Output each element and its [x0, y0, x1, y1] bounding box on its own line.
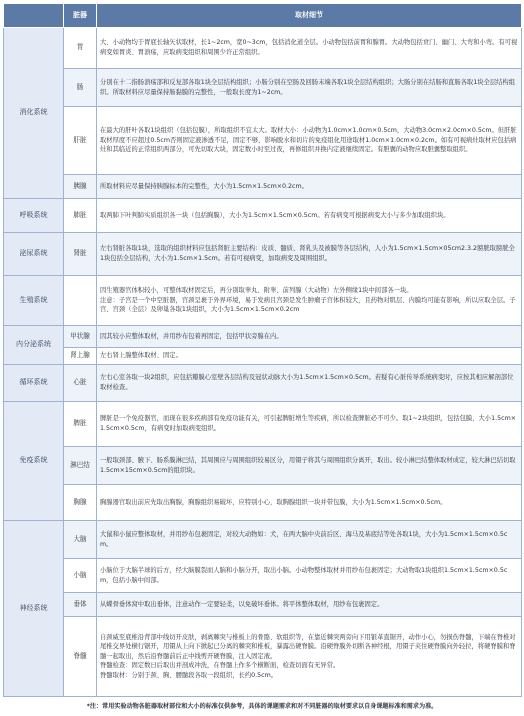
detail-cell: 脾脏是一个免疫器官，而现在很多疾病部有免疫功能有关，可引起脾脏增生等疾病，所以检查脾脏必不可少。取1~2块组织，包括包膜，大小1.5cm×1.5cm×0.5cm，有病变时加取病变组织。 — [97, 402, 522, 447]
organ-cell: 甲状腺 — [64, 326, 97, 348]
system-cell: 泌尿系统 — [4, 233, 64, 276]
table-row — [4, 521, 522, 559]
table-row — [4, 28, 522, 69]
organ-cell: 脾脏 — [64, 402, 97, 447]
organ-cell — [64, 276, 97, 326]
table-row — [4, 365, 522, 402]
detail-cell: 在最大的肝叶各取1块组织（包括包膜），所取组织不宜太大。取材大小：小动物为1.0cm×1.0cm×0.5cm，大动物3.0cm×2.0cm×0.5cm。但肝脏取材厚度不应超过0.5cm否则固定液渗透不足，固定不够，影响脱水和切片的免疫组化用途取材1.0cm×1.0cm×0.2cm。如有可视病灶取材应包括病灶和其临近的正常组织两部分，可先切取大块，固定数小时至过夜，再修组织并换内定液继续固定。有胆囊的动物应取胆囊整取组织。 — [97, 107, 522, 175]
table-row — [4, 593, 522, 617]
detail-cell: 分别在十二指肠溃疡部和反复部各取1块全层结构组织；小肠分别在空肠及回肠末端各取1块全层结构组织；大肠分别在结肠和直肠各取1块全层结构组织。所取材料应尽量保持肠黏膜的完整性，一般取长度为1~2cm。 — [97, 69, 522, 107]
table-row — [4, 69, 522, 107]
header-detail: 取材细节 — [97, 4, 522, 28]
organ-cell: 肾脏 — [64, 233, 97, 276]
system-cell: 免疫系统 — [4, 402, 64, 521]
sampling-guide-document — [3, 3, 521, 710]
detail-cell: 自颈威至底椎沿背部中线切开皮肤，剥离棘突与椎板上的骨骼、软组织等，在靠近棘突两旁向下用银革直锯开，动作小心，勿损伤脊髓，下端在脊椎对尾椎交界处横行锯开，用镊从上向下掀起已分离的棘突和椎板，暴露出硬脊膜。沿硬脊膜外切断各神经根，用镊子夹住硬脊膜向外轻拉，将硬脊膜和脊髓一起取出，然后沿脊髓前后正中线剪开硬脊膜，注入固定液。 脊髓检查：固定数日后取出并剖成冲洗，在脊髓上作多个横断面，检查切面有无异常。 脊髓取材：分别于颈、胸、腰髓段各取一段组织，长约0.5cm。 — [97, 617, 522, 697]
table-row — [4, 175, 522, 199]
detail-cell: 左右肾脏各取1块，选取的组织材料应包括肾脏主要结构：皮质、髓质、肾乳头及被膜等各层结构，人小为1.5cm×1.5cm×05cm2.3.2膀胱取膀胱全1块包括全层结构，大小为1.5cm×1.5cm。若有可视病变，加取病变及周围组织。 — [97, 233, 522, 276]
table-row — [4, 447, 522, 485]
table-row — [4, 107, 522, 175]
footnote: *注：常用实验动物各脏器取材部位和大小的标准仅供参考，具体的课题需求和对不同脏器的取材要求以自身课题标准和需求为准。 — [86, 703, 438, 710]
system-cell: 消化系统 — [4, 28, 64, 199]
organ-cell: 大脑 — [64, 521, 97, 559]
table-row — [4, 199, 522, 233]
detail-cell: 所取材料应尽量保持胰腺标本的完整性，大小为1.5cm×1.5cm×0.2cm。 — [97, 175, 522, 199]
organ-cell: 肝脏 — [64, 107, 97, 175]
detail-cell: 小脑位于大脑半球的后方，经大脑膜裂而人脑和小脑分开，取出小脑。小动物整体取材并用纱布包裹固定；大动物取1块组织1.5cm×1.5cm×0.5cm，包括小脑中间部。 — [97, 559, 522, 593]
detail-cell: 取两肺下叶判肺实质组织各一块（包括胸膜），大小为1.5cm×1.5cm×0.5cm。若有病变可根据病变大小与多少加取组织块。 — [97, 199, 522, 233]
table-row — [4, 348, 522, 365]
header-system — [4, 4, 64, 28]
detail-cell: 胸腺器官取出前应先取出胸腺，胸腺组织易破坏，应特别小心，取胸腺组织一块并带包膜，大小为1.5cm×1.5cm×0.5cm。 — [97, 485, 522, 521]
system-cell: 神经系统 — [4, 521, 64, 697]
organ-cell: 肠 — [64, 69, 97, 107]
organ-cell: 脊髓 — [64, 617, 97, 697]
organ-cell: 小脑 — [64, 559, 97, 593]
organ-cell: 胃 — [64, 28, 97, 69]
table-row — [4, 233, 522, 276]
system-cell: 内分泌系统 — [4, 326, 64, 365]
detail-cell: 从蝶骨垂体窝中取出垂体，注意动作一定要轻柔，以免破坏垂体。将平体整体取材，用纱布包裹固定。 — [97, 593, 522, 617]
detail-cell: 大、小动物均于胃底长轴矢状取材，长1~2cm，宽0~3cm，包括消化道全层。小动物包括前胃和腺胃。大动物包括贲门、幽门、大弯和小弯。有可视病变如胃炎、胃溃疡，应取病变组织和周围少许正常组织。 — [97, 28, 522, 69]
organ-sampling-table — [3, 3, 522, 697]
table-body — [4, 28, 522, 697]
system-cell: 生殖系统 — [4, 276, 64, 326]
table-row — [4, 617, 522, 697]
system-cell: 循环系统 — [4, 365, 64, 402]
detail-cell: 因生殖器官体积较小，可整体取材固定后，再分别取睾丸、附睾、前列腺（大动物）左外侧缘1块中间部各一块。 注意：子宫是一个中空脏器，宫颈呈裹于外界环境，易于发病且宫颈是发生肿瘤子宫体积较大，且药物对肌层、内膜均可能有影响，所以应取全层。子宫、宫颈（全层）及卵巢各取1块组织，大小为1.5cm×1.5cm×0.2cm — [97, 276, 522, 326]
organ-cell: 垂体 — [64, 593, 97, 617]
table-row — [4, 402, 522, 447]
detail-cell: 大鼠和小鼠应整体取材，并用纱布包裹固定，对较大动物如：犬，在两大脑中央前后区、海马及基底结等处各取1块，大小为1.5cm×1.5cm×0.5cm。 — [97, 521, 522, 559]
organ-cell: 肺脏 — [64, 199, 97, 233]
table-row — [4, 559, 522, 593]
table-row — [4, 276, 522, 326]
system-cell: 呼吸系统 — [4, 199, 64, 233]
organ-cell: 心脏 — [64, 365, 97, 402]
organ-cell: 淋巴结 — [64, 447, 97, 485]
table-row — [4, 485, 522, 521]
organ-cell: 胸腺 — [64, 485, 97, 521]
header-organ: 脏器 — [64, 4, 97, 28]
organ-cell: 肾上腺 — [64, 348, 97, 365]
detail-cell: 一般取颈部、腋下、肠系膜淋巴结，其周围应与周围组织较易区分，用镊子将其与周围组织分离开，取出。较小淋巴结整体取材成定，较大淋巴结切取1.5cm×15cm×0.5cm的组织块。 — [97, 447, 522, 485]
detail-cell: 因其较小应整体取材，并用纱布包着再固定，包括甲状旁腺在内。 — [97, 326, 522, 348]
organ-cell: 胰腺 — [64, 175, 97, 199]
table-row — [4, 326, 522, 348]
detail-cell: 左右心室各取一块2组织，应包括瓣膜心室壁各层结构及冠状动脉大小为1.5cm×1.5cm×0.5cm。若疑有心脏传导系统病变时，应按其相应解剖部位取材检查。 — [97, 365, 522, 402]
table-header-row — [4, 4, 522, 28]
detail-cell: 左右肾上腺整体取材、固定。 — [97, 348, 522, 365]
